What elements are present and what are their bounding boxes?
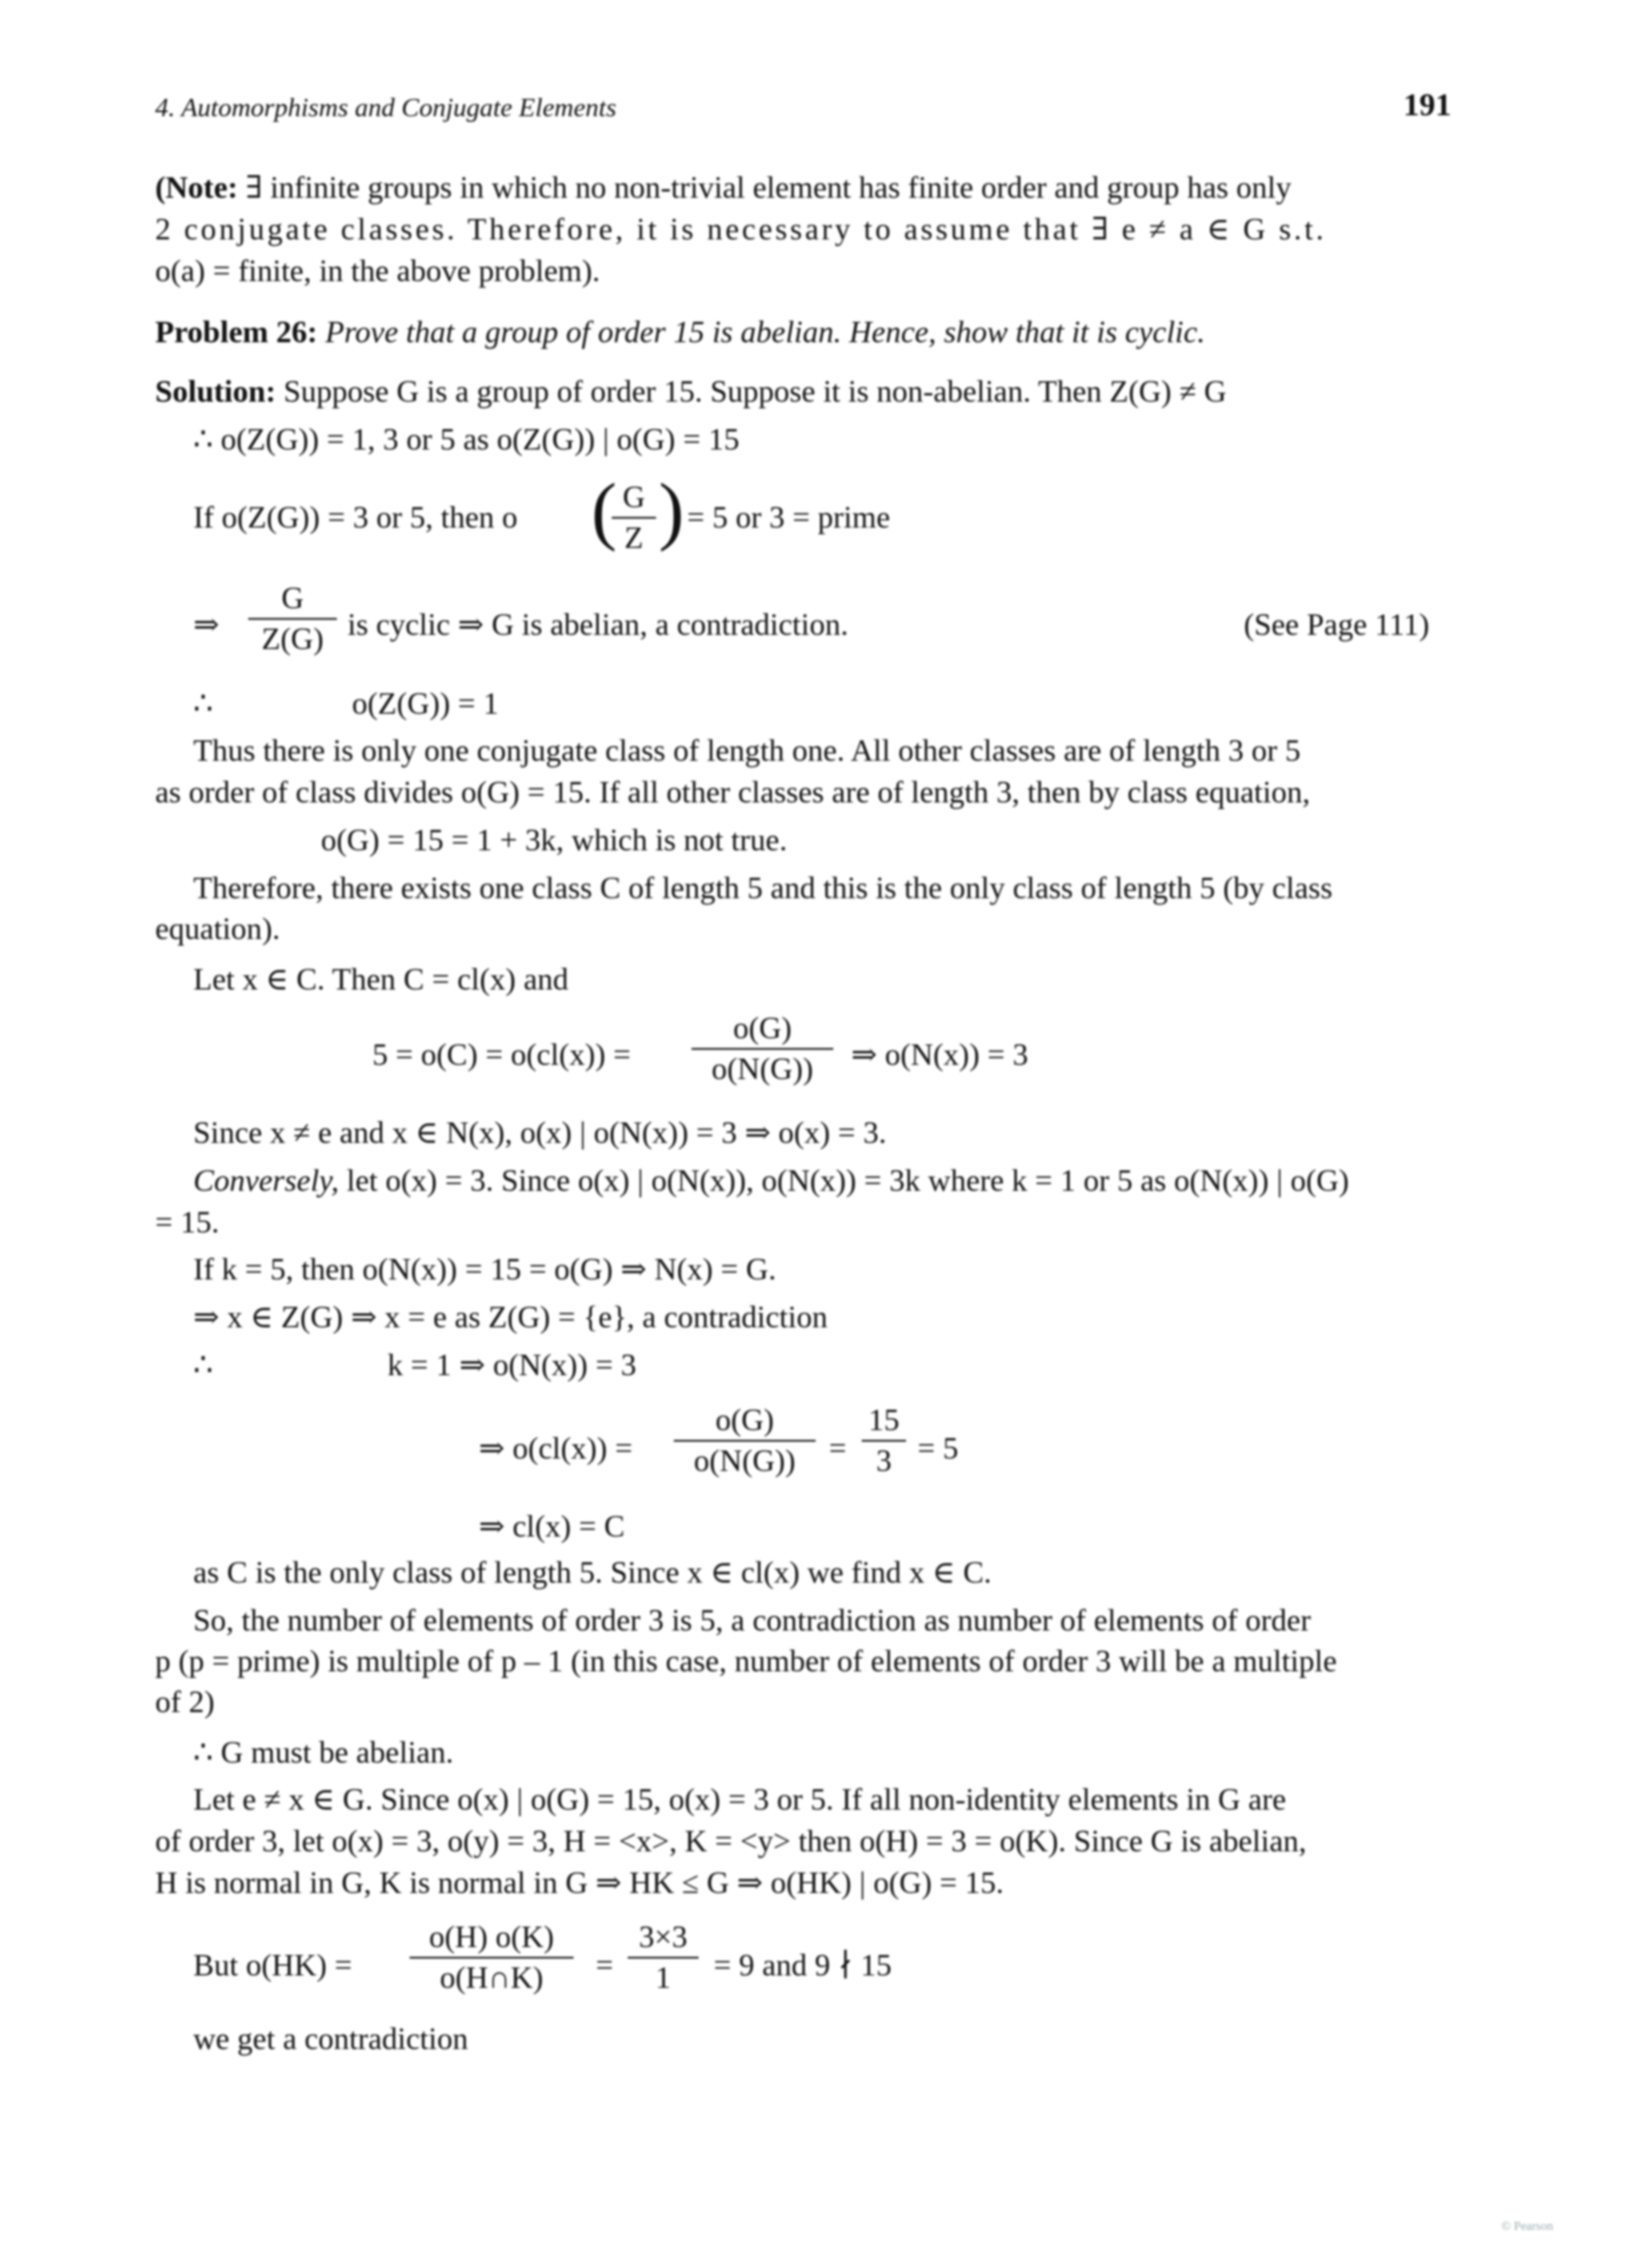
solution-line-1 xyxy=(155,372,1226,411)
note-line-2: 2 conjugate classes. Therefore, it is necessary to assume that ∃ e ≠ a ∈ G s.t. xyxy=(155,212,1327,246)
para1-line-1: Thus there is only one conjugate class of length one. All other classes are of length 3 or 5 xyxy=(193,733,1301,768)
fraction-og-over-ong-2 xyxy=(674,1403,816,1479)
conversely-label: Conversely, xyxy=(193,1163,340,1198)
equals-sign: = xyxy=(829,1431,847,1466)
conversely-text: let o(x) = 3. Since o(x) | o(N(x)), o(N(x)) = 3k where k = 1 or 5 as o(N(x)) | o(G) xyxy=(347,1163,1349,1198)
solution-line-3b: = 5 or 3 = prime xyxy=(687,500,891,535)
para1-line-2: as order of class divides o(G) = 15. If all other classes are of length 3, then by class equation, xyxy=(155,775,1310,809)
note-text-1: ∃ infinite groups in which no non-trivial element has finite order and group has only xyxy=(246,170,1292,205)
fraction-numerator: o(G) xyxy=(732,1011,793,1045)
solution-line-2: ∴ o(Z(G)) = 1, 3 or 5 as o(Z(G)) | o(G) = 15 xyxy=(193,422,739,457)
therefore-symbol-2: ∴ xyxy=(193,1348,214,1382)
equals-sign-2: = xyxy=(596,1948,613,1983)
fraction-numerator: 15 xyxy=(868,1403,900,1437)
para1-line-3: o(G) = 15 = 1 + 3k, which is not true. xyxy=(321,823,787,857)
note-line-3: o(a) = finite, in the above problem). xyxy=(155,254,600,288)
para2-line-1: Therefore, there exists one class C of length 5 and this is the only class of length 5 (by class xyxy=(193,871,1332,905)
note-line-1 xyxy=(155,168,1292,207)
fraction-bar xyxy=(862,1440,906,1442)
solution-line-13b: = 5 xyxy=(918,1431,958,1466)
solution-line-10: If k = 5, then o(N(x)) = 15 = o(G) ⇒ N(x) = G. xyxy=(193,1252,777,1287)
fraction-numerator: G xyxy=(281,581,304,615)
solution-line-12: k = 1 ⇒ o(N(x)) = 3 xyxy=(387,1348,637,1382)
para3-line-2: p (p = prime) is multiple of p – 1 (in this case, number of elements of order 3 will be a multiple xyxy=(155,1644,1337,1678)
solution-line-14: ⇒ cl(x) = C xyxy=(479,1509,625,1544)
left-paren: ( xyxy=(591,467,617,552)
fraction-15-over-3 xyxy=(862,1403,906,1479)
solution-line-6: Let x ∈ C. Then C = cl(x) and xyxy=(193,962,569,997)
solution-line-9 xyxy=(193,1161,1349,1200)
solution-line-4a: ⇒ xyxy=(193,607,220,642)
solution-label: Solution: xyxy=(155,374,277,409)
right-paren: ) xyxy=(659,467,684,552)
therefore-symbol: ∴ xyxy=(193,686,214,721)
solution-text-1: Suppose G is a group of order 15. Suppose it is non-abelian. Then Z(G) ≠ G xyxy=(283,374,1227,409)
problem-label: Problem 26: xyxy=(155,315,318,349)
solution-line-4b: is cyclic ⇒ G is abelian, a contradiction. xyxy=(348,607,848,642)
fraction-bar xyxy=(410,1957,574,1959)
fraction-denominator: o(N(G)) xyxy=(711,1052,814,1086)
para4-line-3: H is normal in G, K is normal in G ⇒ HK ≤ G ⇒ o(HK) | o(G) = 15. xyxy=(155,1865,1004,1900)
fraction-bar xyxy=(674,1440,816,1442)
fraction-numerator: o(G) xyxy=(715,1403,775,1437)
fraction-og-over-ong xyxy=(691,1011,833,1087)
solution-line-9b: = 15. xyxy=(155,1205,220,1240)
fraction-numerator: o(H) o(K) xyxy=(429,1920,554,1954)
para4-line-2: of order 3, let o(x) = 3, o(y) = 3, H = <x>, K = <y> then o(H) = 3 = o(K). Since G is abelian, xyxy=(155,1824,1307,1858)
fraction-denominator: o(N(G)) xyxy=(693,1443,796,1478)
fraction-g-over-z xyxy=(612,480,656,556)
fraction-denominator: Z xyxy=(624,520,644,555)
footer-mark: © Pearson xyxy=(1501,2220,1553,2233)
solution-line-16: ∴ G must be abelian. xyxy=(193,1735,454,1770)
fraction-bar xyxy=(248,618,337,620)
solution-line-11: ⇒ x ∈ Z(G) ⇒ x = e as Z(G) = {e}, a contradiction xyxy=(193,1300,828,1334)
para3-line-1: So, the number of elements of order 3 is 5, a contradiction as number of elements of order xyxy=(193,1603,1311,1638)
para3-line-3: of 2) xyxy=(155,1685,215,1719)
fraction-bar xyxy=(691,1048,833,1050)
solution-line-17b: = 9 and 9 ∤ 15 xyxy=(714,1948,892,1983)
fraction-denominator: Z(G) xyxy=(262,622,324,656)
solution-line-13a: ⇒ o(cl(x)) = xyxy=(479,1431,633,1466)
fraction-denominator: o(H∩K) xyxy=(440,1960,543,1995)
page-number: 191 xyxy=(1403,87,1451,122)
solution-line-17a: But o(HK) = xyxy=(193,1948,353,1983)
solution-line-18: we get a contradiction xyxy=(193,2022,469,2056)
problem-statement: Prove that a group of order 15 is abelian. Hence, show that it is cyclic. xyxy=(324,315,1206,349)
page-reference: (See Page 111) xyxy=(1244,607,1430,642)
fraction-denominator: 3 xyxy=(876,1443,892,1478)
fraction-denominator: 1 xyxy=(655,1960,671,1995)
fraction-ohok-over-ohk xyxy=(410,1920,574,1996)
solution-line-15: as C is the only class of length 5. Since x ∈ cl(x) we find x ∈ C. xyxy=(193,1555,992,1590)
note-label: (Note: xyxy=(155,170,238,205)
solution-line-3a: If o(Z(G)) = 3 or 5, then o xyxy=(193,500,518,535)
problem-heading xyxy=(155,313,1205,352)
solution-line-7a: 5 = o(C) = o(cl(x)) = xyxy=(372,1037,631,1072)
para4-line-1: Let e ≠ x ∈ G. Since o(x) | o(G) = 15, o(x) = 3 or 5. If all non-identity elements in G are xyxy=(193,1782,1286,1817)
solution-line-8: Since x ≠ e and x ∈ N(x), o(x) | o(N(x)) = 3 ⇒ o(x) = 3. xyxy=(193,1115,887,1150)
solution-line-7b: ⇒ o(N(x)) = 3 xyxy=(851,1037,1028,1072)
running-header: 4. Automorphisms and Conjugate Elements xyxy=(155,93,617,122)
fraction-9-over-1 xyxy=(628,1920,699,1996)
fraction-numerator: 3×3 xyxy=(638,1920,688,1954)
solution-line-5: o(Z(G)) = 1 xyxy=(352,686,499,721)
fraction-numerator: G xyxy=(622,480,645,514)
fraction-bar xyxy=(628,1957,699,1959)
fraction-g-over-zg xyxy=(248,581,337,657)
fraction-bar xyxy=(612,517,656,519)
para2-line-2: equation). xyxy=(155,911,280,946)
